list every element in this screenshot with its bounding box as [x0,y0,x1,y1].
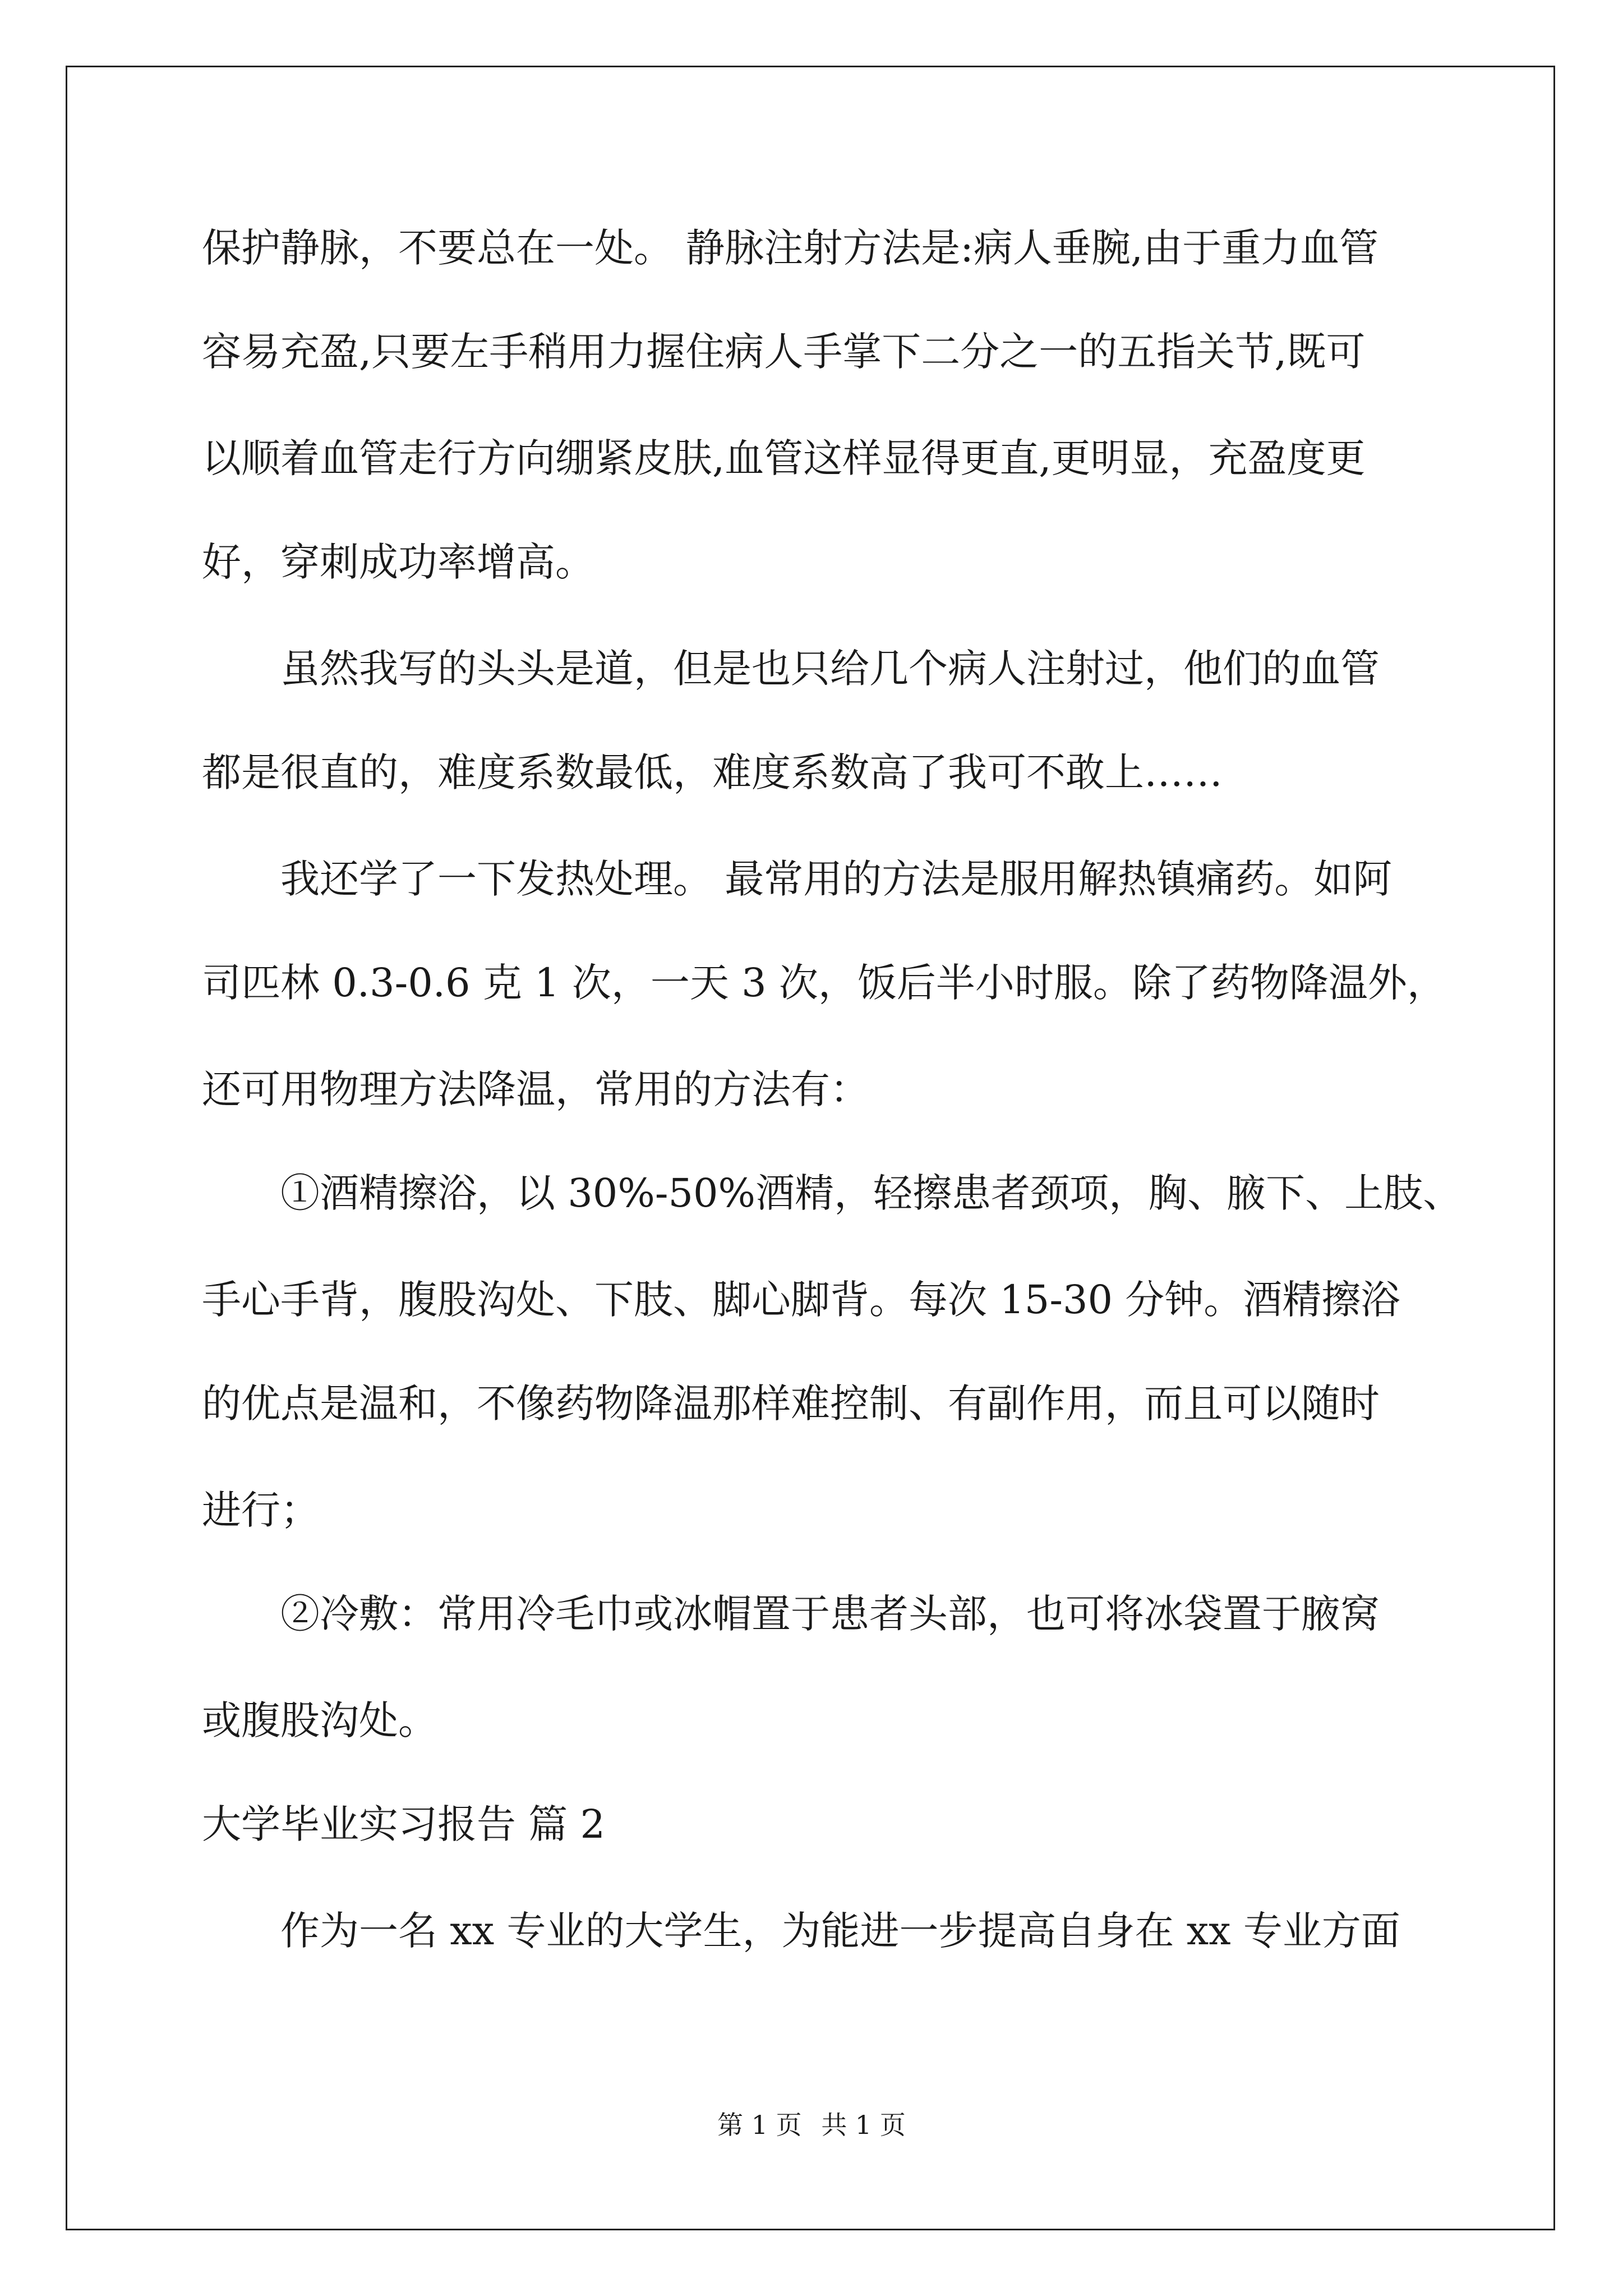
text-line: ①酒精擦浴，以 30%-50%酒精，轻擦患者颈项，胸、腋下、上肢、 [280,1170,1463,1216]
text-line: ②冷敷：常用冷毛巾或冰帽置于患者头部，也可将冰袋置于腋窝 [280,1591,1380,1637]
text-line: 保护静脉，不要总在一处。 静脉注射方法是:病人垂腕,由于重力血管 [202,225,1379,271]
page-total: 共 1 页 [821,2110,906,2140]
text-line: 的优点是温和，不像药物降温那样难控制、有副作用，而且可以随时 [202,1381,1380,1427]
text-line: 都是很直的，难度系数最低，难度系数高了我可不敢上…… [202,749,1223,795]
section-heading: 大学毕业实习报告 篇 2 [202,1801,606,1847]
text-line: 作为一名 xx 专业的大学生，为能进一步提高自身在 xx 专业方面 [280,1908,1400,1954]
text-line: 还可用物理方法降温，常用的方法有： [202,1066,869,1112]
text-line: 或腹股沟处。 [202,1697,437,1743]
page-number: 第 1 页 [717,2110,802,2140]
text-line: 虽然我写的头头是道，但是也只给几个病人注射过，他们的血管 [280,646,1380,692]
text-line: 司匹林 0.3-0.6 克 1 次，一天 3 次，饭后半小时服。除了药物降温外， [202,960,1446,1006]
text-line: 我还学了一下发热处理。 最常用的方法是服用解热镇痛药。如阿 [280,856,1393,902]
text-line: 进行； [202,1487,320,1533]
text-line: 好，穿刺成功率增高。 [202,539,594,585]
text-line: 容易充盈,只要左手稍用力握住病人手掌下二分之一的五指关节,既可 [202,329,1366,375]
text-line: 手心手背，腹股沟处、下肢、脚心脚背。每次 15-30 分钟。酒精擦浴 [202,1277,1400,1323]
text-line: 以顺着血管走行方向绷紧皮肤,血管这样显得更直,更明显，充盈度更 [202,435,1366,481]
page-footer [0,2108,1623,2142]
